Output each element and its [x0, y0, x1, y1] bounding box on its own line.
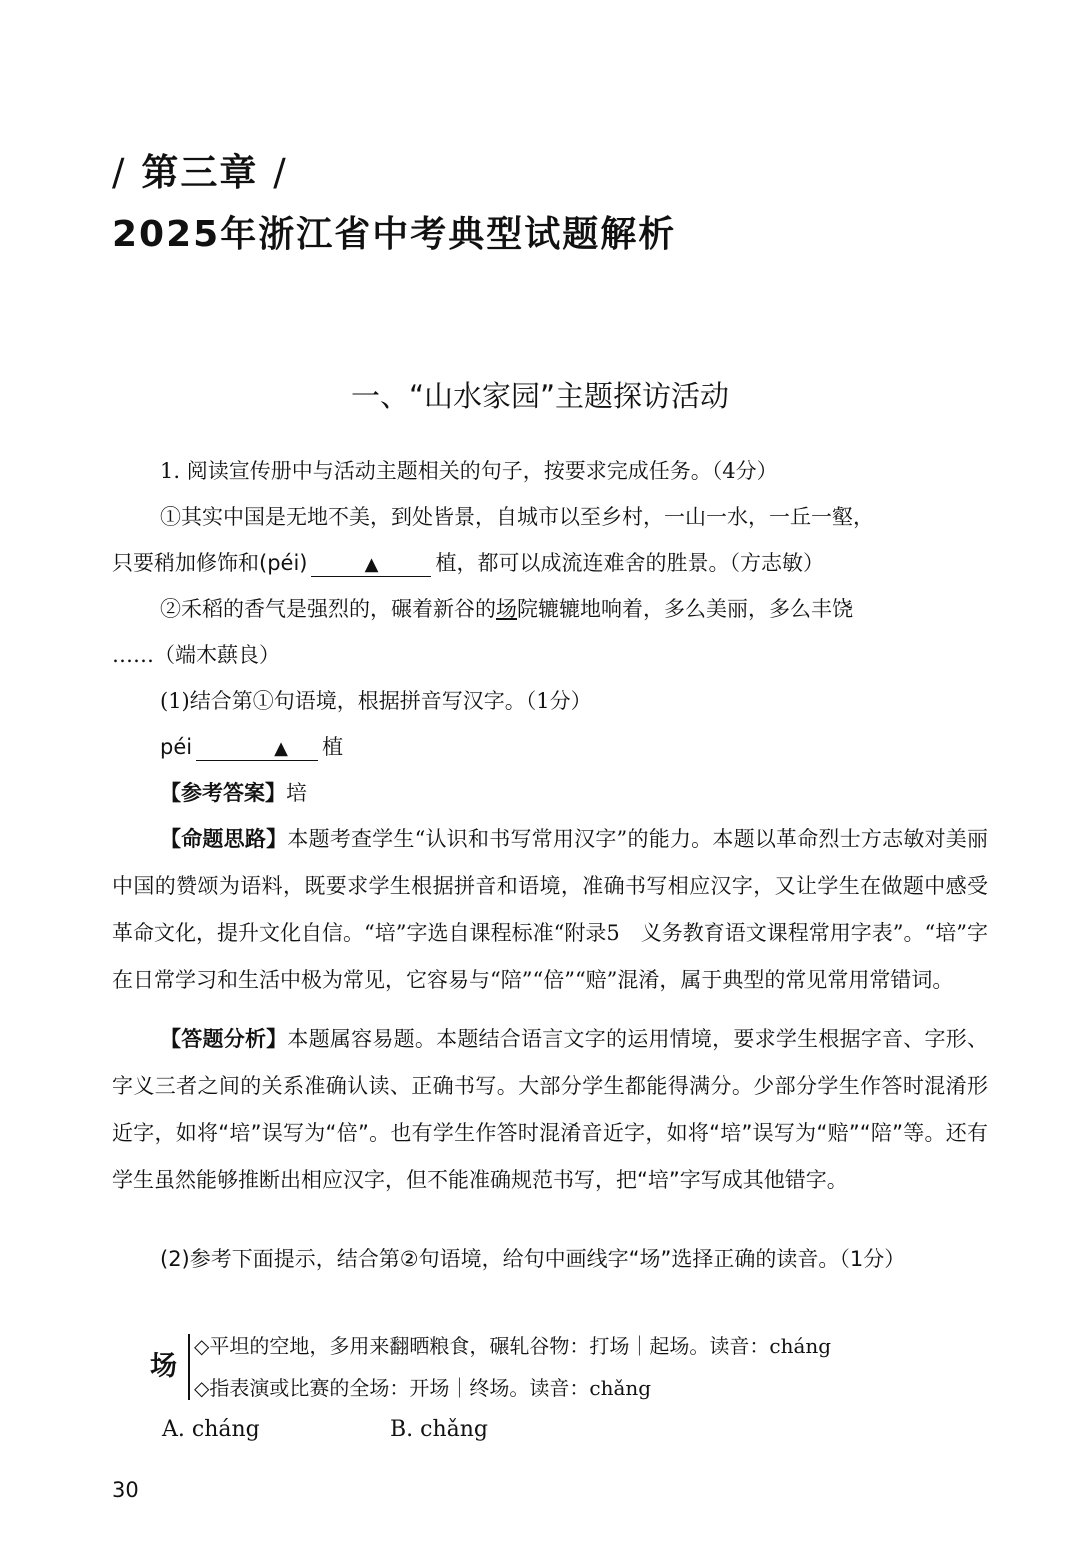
question-1-stem: 1. 阅读宣传册中与活动主题相关的句子，按要求完成任务。（4分） — [160, 459, 778, 483]
option-b: B. chǎng — [390, 1417, 489, 1442]
sub-question-2-prompt: (2)参考下面提示，结合第②句语境，给句中画线字“场”选择正确的读音。（1分） — [160, 1247, 906, 1271]
fill-blank — [196, 736, 318, 761]
page-title: 2025年浙江省中考典型试题解析 — [112, 214, 677, 255]
design-idea-paragraph — [112, 816, 988, 1004]
fill-blank — [311, 552, 431, 577]
option-a: A. cháng — [162, 1417, 260, 1442]
sub-question-1-blank-line — [112, 724, 988, 771]
dictionary-hint-box — [148, 1326, 988, 1406]
chapter-label — [112, 142, 288, 196]
blank-after-text: 植 — [322, 735, 344, 759]
reference-answer — [112, 770, 988, 817]
sentence-1-line-2 — [112, 540, 988, 587]
pinyin-label: péi — [160, 735, 193, 759]
design-idea-tag: 【命题思路】 — [160, 827, 288, 851]
dictionary-divider — [188, 1334, 190, 1400]
sentence-2-before: ②禾稻的香气是强烈的，碾着新谷的 — [160, 597, 496, 621]
sentence-1-before: 只要稍加修饰和 — [112, 551, 259, 575]
definition-1: ◇平坦的空地，多用来翻晒粮食，碾轧谷物：打场｜起场。读音：cháng — [194, 1334, 832, 1358]
sentence-2-line-2: ……（端木蕻良） — [112, 643, 280, 667]
design-idea-text: 本题考查学生“认识和书写常用汉字”的能力。本题以革命烈士方志敏对美丽中国的赞颂为语料，既要求学生根据拼音和语境，准确书写相应汉字，又让学生在做题中感受革命文化，提升文化自信。“培”字选自课程标准“附录5 义务教育语文课程常用字表”。“培”字在日常学习和生活中极为常见，它容易与“陪”“倍”“赔”混淆，属于典型的常见常用常错词。 — [112, 827, 988, 992]
analysis-tag: 【答题分析】 — [160, 1027, 288, 1051]
answer-text: 培 — [286, 781, 307, 805]
answer-tag: 【参考答案】 — [160, 781, 286, 805]
sentence-2-line-1 — [112, 586, 988, 633]
sentence-1-pinyin: (péi) — [259, 551, 308, 575]
underlined-character: 场 — [496, 597, 517, 621]
chapter-slash-left: / — [112, 151, 127, 194]
definition-2: ◇指表演或比赛的全场：开场｜终场。读音：chǎng — [194, 1376, 652, 1400]
sentence-2-after: 院辘辘地响着，多么美丽，多么丰饶 — [517, 597, 853, 621]
section-heading: 一、“山水家园”主题探访活动 — [350, 379, 730, 413]
sentence-1-line-1: ①其实中国是无地不美，到处皆景，自城市以至乡村，一山一水，一丘一壑， — [160, 505, 874, 529]
sub-question-1-prompt: (1)结合第①句语境，根据拼音写汉字。（1分） — [160, 689, 592, 713]
sentence-1-after: 植，都可以成流连难舍的胜景。（方志敏） — [435, 551, 824, 575]
dictionary-character: 场 — [150, 1351, 177, 1382]
page-number: 30 — [112, 1478, 139, 1502]
answer-analysis-paragraph — [112, 1016, 988, 1204]
triangle-marker-icon: ▲ — [364, 554, 379, 575]
chapter-slash-right: / — [273, 151, 288, 194]
chapter-name: 第三章 — [141, 151, 259, 194]
triangle-marker-icon: ▲ — [274, 738, 289, 759]
analysis-text: 本题属容易题。本题结合语言文字的运用情境，要求学生根据字音、字形、字义三者之间的关系准确认读、正确书写。大部分学生都能得满分。少部分学生作答时混淆形近字，如将“培”误写为“倍”。也有学生作答时混淆音近字，如将“培”误写为“赔”“陪”等。还有学生虽然能够推断出相应汉字，但不能准确规范书写，把“培”字写成其他错字。 — [112, 1027, 988, 1192]
